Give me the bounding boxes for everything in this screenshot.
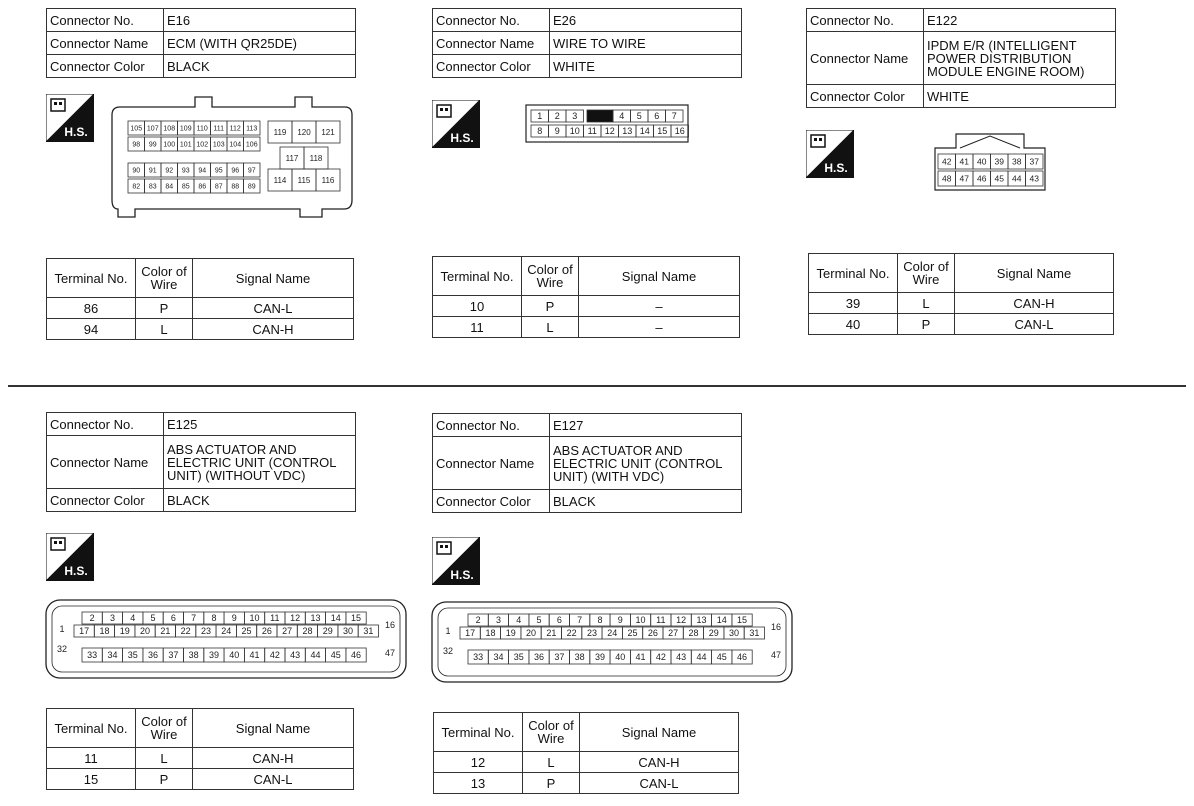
- harness-side-icon: [806, 130, 854, 178]
- terminal-no-cell: 12: [434, 752, 523, 773]
- table-row: [433, 296, 740, 317]
- pin-number: 106: [245, 141, 258, 149]
- pin-number: 17: [79, 626, 90, 637]
- terminal-no-cell: 15: [47, 769, 136, 790]
- pin-number: 36: [148, 650, 159, 661]
- pin-number: 120: [297, 127, 311, 137]
- pin-number: 13: [696, 615, 707, 626]
- connector-name-value: ECM (WITH QR25DE): [164, 32, 356, 55]
- pin-grid-small: [128, 121, 260, 193]
- pin-number: 1: [445, 626, 451, 636]
- pin-number: 29: [322, 626, 333, 637]
- pin-number: 97: [247, 167, 256, 175]
- wire-color-cell: L: [136, 319, 193, 340]
- connector-color-value: BLACK: [164, 55, 356, 78]
- table-row: [809, 293, 1114, 314]
- pin-number: 20: [140, 626, 151, 637]
- terminal-no-cell: 10: [433, 296, 522, 317]
- pin-number: 13: [310, 613, 321, 624]
- table-row: [47, 319, 354, 340]
- connector-no-label: Connector No.: [47, 9, 164, 32]
- blank-pin: [587, 110, 613, 122]
- pin-grid: [443, 614, 781, 664]
- pin-number: 19: [119, 626, 130, 637]
- pin-number: 14: [330, 613, 341, 624]
- wire-color-header: Color of Wire: [898, 254, 955, 293]
- connector-name-value: IPDM E/R (INTELLIGENT POWER DISTRIBUTION MODULE ENGINE ROOM): [924, 32, 1116, 85]
- pin-number: 23: [586, 628, 597, 639]
- pin-number: 8: [597, 615, 603, 626]
- pin-number: 88: [231, 183, 240, 191]
- pin-number: 121: [321, 127, 335, 137]
- pin-number: 85: [181, 183, 190, 191]
- connector-no-value: E16: [164, 9, 356, 32]
- terminal-table-e125: [46, 708, 354, 790]
- pin-number: 9: [231, 613, 237, 624]
- pin-number: 37: [554, 652, 565, 663]
- pin-number: 32: [442, 646, 454, 656]
- hs-label: H.S.: [64, 564, 88, 578]
- pin-number: 12: [676, 615, 687, 626]
- harness-side-icon: [46, 94, 94, 142]
- pin-number: 34: [493, 652, 504, 663]
- pin-number: 7: [671, 111, 677, 122]
- connector-color-value: WHITE: [550, 55, 742, 78]
- harness-side-icon: [432, 537, 480, 585]
- pin-number: 92: [165, 167, 174, 175]
- pin-number: 110: [196, 125, 208, 133]
- pin-number: 3: [495, 615, 501, 626]
- pin-number: 4: [619, 111, 625, 122]
- pin-number: 9: [554, 126, 560, 137]
- pin-number: 26: [261, 626, 272, 637]
- connector-face-e127: [430, 600, 794, 684]
- pin-number: 96: [231, 167, 240, 175]
- connector-color-label: Connector Color: [807, 85, 924, 108]
- pin-number: 111: [213, 125, 225, 133]
- pin-number: 27: [282, 626, 293, 637]
- table-row: [47, 748, 354, 769]
- pin-number: 10: [569, 126, 580, 137]
- wire-color-cell: P: [136, 298, 193, 319]
- pin-number: 20: [526, 628, 537, 639]
- pin-number: 18: [99, 626, 110, 637]
- pin-number: 42: [655, 652, 666, 663]
- pin-number: 10: [249, 613, 260, 624]
- pin-number: 109: [179, 125, 192, 133]
- hs-label: H.S.: [450, 131, 474, 145]
- signal-name-cell: –: [579, 296, 740, 317]
- pin-number: 94: [198, 167, 207, 175]
- signal-name-cell: CAN-L: [193, 298, 354, 319]
- pin-number: 28: [688, 628, 699, 639]
- connector-color-value: BLACK: [550, 490, 742, 513]
- pin-number: 117: [285, 153, 299, 163]
- pin-number: 107: [146, 125, 159, 133]
- signal-name-header: Signal Name: [193, 709, 354, 748]
- connector-no-value: E125: [164, 413, 356, 436]
- table-row: [47, 298, 354, 319]
- wire-color-header: Color of Wire: [522, 257, 579, 296]
- pin-number: 41: [635, 652, 646, 663]
- pin-number: 35: [513, 652, 524, 663]
- pin-number: 15: [737, 615, 748, 626]
- pin-number: 86: [198, 183, 207, 191]
- pin-number: 5: [536, 615, 542, 626]
- connector-name-label: Connector Name: [47, 32, 164, 55]
- terminal-no-cell: 13: [434, 773, 523, 794]
- terminal-table-e16: [46, 258, 354, 340]
- terminal-no-header: Terminal No.: [809, 254, 898, 293]
- table-row: [434, 752, 739, 773]
- pin-number: 46: [737, 652, 748, 663]
- pin-number: 104: [229, 141, 242, 149]
- pin-number: 5: [150, 613, 156, 624]
- signal-name-cell: CAN-L: [955, 314, 1114, 335]
- pin-number: 39: [994, 156, 1004, 167]
- pin-number: 11: [656, 615, 666, 626]
- pin-number: 25: [627, 628, 638, 639]
- pin-number: 1: [59, 624, 65, 634]
- pin-number: 1: [537, 111, 543, 122]
- pin-number: 48: [942, 173, 952, 184]
- pin-number: 6: [654, 111, 660, 122]
- pin-number: 4: [130, 613, 136, 624]
- connector-face-e122: [930, 130, 1050, 192]
- signal-name-cell: CAN-H: [955, 293, 1114, 314]
- pin-number: 28: [302, 626, 313, 637]
- signal-name-cell: –: [579, 317, 740, 338]
- pin-number: 105: [130, 125, 143, 133]
- wire-color-cell: P: [136, 769, 193, 790]
- signal-name-cell: CAN-H: [193, 319, 354, 340]
- connector-no-value: E122: [924, 9, 1116, 32]
- pin-number: 43: [290, 650, 301, 661]
- pin-number: 7: [191, 613, 197, 624]
- connector-info-e16: [46, 8, 356, 78]
- connector-name-value: ABS ACTUATOR AND ELECTRIC UNIT (CONTROL UNIT) (WITH VDC): [550, 437, 742, 490]
- pin-number: 22: [566, 628, 577, 639]
- pin-number: 16: [674, 126, 685, 137]
- pin-number: 14: [639, 126, 650, 137]
- pin-grid: [531, 110, 689, 137]
- pin-number: 7: [577, 615, 583, 626]
- pin-number: 24: [221, 626, 232, 637]
- pin-number: 15: [351, 613, 362, 624]
- signal-name-cell: CAN-H: [193, 748, 354, 769]
- pin-number: 21: [546, 628, 557, 639]
- pin-number: 30: [729, 628, 740, 639]
- terminal-no-cell: 94: [47, 319, 136, 340]
- pin-number: 35: [127, 650, 138, 661]
- connector-no-value: E26: [550, 9, 742, 32]
- signal-name-header: Signal Name: [580, 713, 739, 752]
- pin-number: 40: [615, 652, 626, 663]
- pin-number: 114: [273, 175, 287, 185]
- connector-name-value: WIRE TO WIRE: [550, 32, 742, 55]
- pin-number: 119: [273, 127, 287, 137]
- pin-number: 39: [208, 650, 219, 661]
- pin-number: 116: [321, 175, 335, 185]
- connector-info-e127: [432, 413, 742, 513]
- signal-name-header: Signal Name: [193, 259, 354, 298]
- pin-number: 84: [165, 183, 174, 191]
- connector-face-e125: [44, 598, 408, 680]
- pin-number: 43: [1029, 173, 1039, 184]
- pin-number: 102: [196, 141, 209, 149]
- pin-number: 82: [132, 183, 141, 191]
- pin-number: 29: [708, 628, 719, 639]
- pin-number: 42: [942, 156, 952, 167]
- wire-color-header: Color of Wire: [136, 709, 193, 748]
- pin-number: 6: [556, 615, 562, 626]
- connector-no-label: Connector No.: [433, 9, 550, 32]
- pin-number: 12: [290, 613, 301, 624]
- pin-number: 23: [200, 626, 211, 637]
- pin-number: 9: [617, 615, 623, 626]
- terminal-no-cell: 40: [809, 314, 898, 335]
- pin-number: 83: [148, 183, 157, 191]
- wire-color-cell: P: [522, 296, 579, 317]
- pin-number: 46: [351, 650, 362, 661]
- signal-name-cell: CAN-H: [580, 752, 739, 773]
- pin-number: 15: [657, 126, 668, 137]
- harness-side-icon: [46, 533, 94, 581]
- pin-grid: [938, 154, 1043, 186]
- connector-face-e16: [110, 95, 355, 220]
- section-divider: [8, 385, 1186, 387]
- pin-number: 100: [163, 141, 176, 149]
- pin-number: 31: [363, 626, 374, 637]
- terminal-no-cell: 39: [809, 293, 898, 314]
- pin-number: 10: [635, 615, 646, 626]
- connector-face-e26: [525, 104, 690, 144]
- connector-color-label: Connector Color: [433, 490, 550, 513]
- connector-no-label: Connector No.: [433, 414, 550, 437]
- pin-number: 19: [505, 628, 516, 639]
- connector-color-label: Connector Color: [47, 489, 164, 512]
- connector-no-label: Connector No.: [47, 413, 164, 436]
- pin-number: 118: [309, 153, 323, 163]
- connector-color-value: WHITE: [924, 85, 1116, 108]
- signal-name-cell: CAN-L: [193, 769, 354, 790]
- pin-number: 38: [574, 652, 585, 663]
- pin-number: 99: [148, 141, 157, 149]
- table-row: [433, 317, 740, 338]
- pin-number: 12: [604, 126, 615, 137]
- connector-info-e122: [806, 8, 1116, 108]
- pin-number: 41: [249, 650, 260, 661]
- pin-number: 14: [716, 615, 727, 626]
- pin-number: 22: [180, 626, 191, 637]
- terminal-table-e122: [808, 253, 1114, 335]
- connector-no-label: Connector No.: [807, 9, 924, 32]
- signal-name-header: Signal Name: [579, 257, 740, 296]
- pin-number: 91: [148, 167, 157, 175]
- pin-number: 6: [170, 613, 176, 624]
- pin-number: 2: [475, 615, 481, 626]
- pin-number: 47: [959, 173, 969, 184]
- pin-number: 24: [607, 628, 618, 639]
- pin-number: 30: [343, 626, 354, 637]
- pin-grid: [57, 612, 395, 662]
- pin-number: 38: [1012, 156, 1022, 167]
- pin-number: 44: [696, 652, 707, 663]
- pin-number: 98: [132, 141, 141, 149]
- pin-number: 103: [212, 141, 225, 149]
- wire-color-cell: L: [136, 748, 193, 769]
- pin-number: 101: [179, 141, 192, 149]
- pin-number: 4: [516, 615, 522, 626]
- connector-info-e125: [46, 412, 356, 512]
- connector-name-value: ABS ACTUATOR AND ELECTRIC UNIT (CONTROL UNIT) (WITHOUT VDC): [164, 436, 356, 489]
- terminal-no-header: Terminal No.: [434, 713, 523, 752]
- pin-number: 45: [330, 650, 341, 661]
- pin-number: 40: [977, 156, 987, 167]
- pin-number: 112: [229, 125, 241, 133]
- harness-side-icon: [432, 100, 480, 148]
- pin-number: 8: [537, 126, 543, 137]
- connector-info-e26: [432, 8, 742, 78]
- pin-number: 93: [181, 167, 190, 175]
- terminal-no-header: Terminal No.: [433, 257, 522, 296]
- table-row: [809, 314, 1114, 335]
- pin-number: 2: [554, 111, 560, 122]
- wire-color-cell: P: [523, 773, 580, 794]
- pin-number: 2: [89, 613, 95, 624]
- signal-name-header: Signal Name: [955, 254, 1114, 293]
- pin-number: 36: [534, 652, 545, 663]
- pin-number: 44: [310, 650, 321, 661]
- pin-number: 17: [465, 628, 476, 639]
- pin-grid-large: [268, 121, 340, 191]
- hs-label: H.S.: [450, 568, 474, 582]
- wire-color-cell: L: [522, 317, 579, 338]
- pin-number: 31: [749, 628, 760, 639]
- pin-number: 26: [647, 628, 658, 639]
- pin-number: 87: [214, 183, 223, 191]
- connector-no-value: E127: [550, 414, 742, 437]
- pin-number: 25: [241, 626, 252, 637]
- hs-label: H.S.: [824, 161, 848, 175]
- table-row: [47, 769, 354, 790]
- pin-number: 47: [770, 650, 782, 660]
- pin-number: 3: [572, 111, 578, 122]
- connector-color-label: Connector Color: [433, 55, 550, 78]
- pin-number: 113: [246, 125, 258, 133]
- terminal-no-cell: 11: [433, 317, 522, 338]
- pin-number: 33: [473, 652, 484, 663]
- terminal-no-cell: 11: [47, 748, 136, 769]
- pin-number: 43: [676, 652, 687, 663]
- connector-color-value: BLACK: [164, 489, 356, 512]
- pin-number: 115: [297, 175, 311, 185]
- pin-number: 42: [269, 650, 280, 661]
- pin-number: 89: [247, 183, 256, 191]
- pin-number: 18: [485, 628, 496, 639]
- pin-number: 45: [994, 173, 1004, 184]
- pin-number: 45: [716, 652, 727, 663]
- wire-color-cell: L: [898, 293, 955, 314]
- pin-number: 3: [109, 613, 115, 624]
- terminal-no-header: Terminal No.: [47, 709, 136, 748]
- terminal-table-e26: [432, 256, 740, 338]
- terminal-no-cell: 86: [47, 298, 136, 319]
- connector-name-label: Connector Name: [433, 32, 550, 55]
- pin-number: 16: [384, 620, 396, 630]
- pin-number: 47: [384, 648, 396, 658]
- pin-number: 27: [668, 628, 679, 639]
- pin-number: 38: [188, 650, 199, 661]
- pin-number: 90: [132, 167, 141, 175]
- pin-number: 16: [770, 622, 782, 632]
- pin-number: 11: [270, 613, 280, 624]
- table-row: [434, 773, 739, 794]
- connector-name-label: Connector Name: [47, 436, 164, 489]
- pin-number: 33: [87, 650, 98, 661]
- pin-number: 39: [594, 652, 605, 663]
- signal-name-cell: CAN-L: [580, 773, 739, 794]
- pin-number: 32: [56, 644, 68, 654]
- pin-number: 40: [229, 650, 240, 661]
- pin-number: 8: [211, 613, 217, 624]
- wire-color-header: Color of Wire: [523, 713, 580, 752]
- pin-number: 41: [959, 156, 969, 167]
- connector-name-label: Connector Name: [807, 32, 924, 85]
- connector-color-label: Connector Color: [47, 55, 164, 78]
- hs-label: H.S.: [64, 125, 88, 139]
- pin-number: 95: [214, 167, 223, 175]
- terminal-table-e127: [433, 712, 739, 794]
- terminal-no-header: Terminal No.: [47, 259, 136, 298]
- pin-number: 37: [1029, 156, 1039, 167]
- pin-number: 46: [977, 173, 987, 184]
- wire-color-header: Color of Wire: [136, 259, 193, 298]
- wire-color-cell: P: [898, 314, 955, 335]
- pin-number: 13: [622, 126, 633, 137]
- pin-number: 37: [168, 650, 179, 661]
- connector-name-label: Connector Name: [433, 437, 550, 490]
- pin-number: 11: [587, 126, 597, 137]
- pin-number: 5: [636, 111, 642, 122]
- wire-color-cell: L: [523, 752, 580, 773]
- pin-number: 34: [107, 650, 118, 661]
- pin-number: 44: [1012, 173, 1022, 184]
- pin-number: 21: [160, 626, 171, 637]
- pin-number: 108: [163, 125, 176, 133]
